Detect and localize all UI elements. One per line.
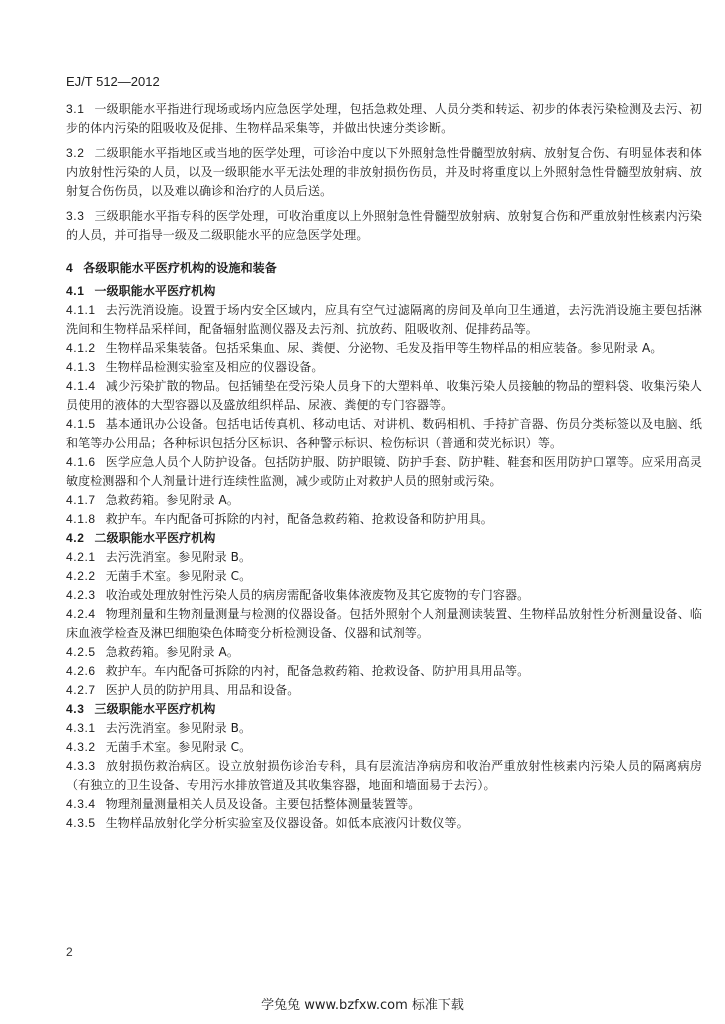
document-code: EJ/T 512—2012 [66,74,160,89]
section-number: 4.2 [66,531,85,545]
clause-number: 4.1.4 [66,379,96,393]
site-watermark: 学兔兔 www.bzfxw.com 标准下载 [261,998,464,1013]
clause-4-3-5 [66,814,702,833]
clause-text: 急救药箱。参见附录 A。 [105,493,239,507]
clause-4-2-3 [66,586,702,605]
clause-number: 4.3.3 [66,759,96,773]
clause-text: 无菌手术室。参见附录 C。 [105,569,252,583]
clause-number: 4.2.4 [66,607,96,621]
clause-4-2-5 [66,643,702,662]
section-number: 4.1 [66,284,85,298]
clause-number: 4.2.6 [66,664,96,678]
document-body [66,100,702,833]
clause-text: 救护车。车内配备可拆除的内衬，配备急救药箱、抢救设备和防护用具。 [105,512,493,526]
clause-text: 物理剂量测量相关人员及设备。主要包括整体测量装置等。 [105,797,421,811]
section-title: 二级职能水平医疗机构 [94,531,216,545]
clause-text: 急救药箱。参见附录 A。 [105,645,239,659]
subsection-4-1-heading [66,282,702,301]
section-title: 三级职能水平医疗机构 [94,702,216,716]
section-title: 一级职能水平医疗机构 [94,284,216,298]
clause-text: 三级职能水平指专科的医学处理，可收治重度以上外照射急性骨髓型放射病、放射复合伤和严重放射性核素内污染的人员，并可指导一级及二级职能水平的应急医学处理。 [66,209,702,242]
clause-4-2-4 [66,605,702,643]
clause-4-1-2 [66,339,702,358]
clause-number: 3.3 [66,209,85,223]
clause-4-3-4 [66,795,702,814]
clause-number: 4.2.7 [66,683,96,697]
clause-number: 4.3.1 [66,721,96,735]
clause-4-1-5 [66,415,702,453]
clause-text: 去污洗消室。参见附录 B。 [105,721,252,735]
page-number: 2 [66,945,73,959]
clause-number: 4.2.2 [66,569,96,583]
clause-text: 生物样品放射化学分析实验室及仪器设备。如低本底液闪计数仪等。 [105,816,469,830]
clause-number: 4.1.1 [66,303,96,317]
clause-number: 3.1 [66,102,85,116]
clause-text: 生物样品检测实验室及相应的仪器设备。 [105,360,324,374]
clause-text: 医学应急人员个人防护设备。包括防护服、防护眼镜、防护手套、防护鞋、鞋套和医用防护口罩等。应采用高灵敏度检测器和个人剂量计进行连续性监测，减少或防止对救护人员的照射或污染。 [66,455,702,488]
clause-number: 4.3.5 [66,816,96,830]
section-number: 4.3 [66,702,85,716]
clause-text: 减少污染扩散的物品。包括铺垫在受污染人员身下的大塑料单、收集污染人员接触的物品的塑料袋、收集污染人员使用的液体的大型容器以及盛放组织样品、尿液、粪便的专门容器等。 [66,379,702,412]
clause-3-1 [66,100,702,138]
clause-text: 二级职能水平指地区或当地的医学处理，可诊治中度以下外照射急性骨髓型放射病、放射复合伤、有明显体表和体内放射性污染的人员，以及一级职能水平无法处理的非放射损伤伤员，并及时将重度以上外照射急性骨髓型放射病、放射复合伤伤员，以及难以确诊和治疗的人员后送。 [66,146,702,198]
clause-4-1-3 [66,358,702,377]
clause-text: 基本通讯办公设备。包括电话传真机、移动电话、对讲机、数码相机、手持扩音器、伤员分类标签以及电脑、纸和笔等办公用品；各种标识包括分区标识、各种警示标识、检伤标识（普通和荧光标识）等。 [66,417,702,450]
clause-text: 生物样品采集装备。包括采集血、尿、粪便、分泌物、毛发及指甲等生物样品的相应装备。参见附录 A。 [105,341,663,355]
clause-text: 无菌手术室。参见附录 C。 [105,740,252,754]
clause-number: 4.1.8 [66,512,96,526]
clause-number: 4.1.7 [66,493,96,507]
clause-text: 去污洗消室。参见附录 B。 [105,550,252,564]
clause-number: 4.3.2 [66,740,96,754]
clause-text: 医护人员的防护用具、用品和设备。 [105,683,300,697]
clause-4-2-6 [66,662,702,681]
clause-text: 去污洗消设施。设置于场内安全区域内，应具有空气过滤隔离的房间及单向卫生通道，去污洗消设施主要包括淋洗间和生物样品采样间，配备辐射监测仪器及去污剂、抗放药、阻吸收剂、促排药品等。 [66,303,702,336]
clause-number: 4.2.3 [66,588,96,602]
section-4-heading [66,259,702,278]
subsection-4-2-heading [66,529,702,548]
clause-4-2-1 [66,548,702,567]
clause-text: 放射损伤救治病区。设立放射损伤诊治专科，具有层流洁净病房和收治严重放射性核素内污染人员的隔离病房（有独立的卫生设备、专用污水排放管道及其收集容器，地面和墙面易于去污）。 [66,759,702,792]
subsection-4-3-heading [66,700,702,719]
clause-4-3-1 [66,719,702,738]
clause-4-3-3 [66,757,702,795]
clause-4-1-6 [66,453,702,491]
clause-3-2 [66,144,702,201]
clause-4-2-2 [66,567,702,586]
clause-text: 救护车。车内配备可拆除的内衬，配备急救药箱、抢救设备、防护用具用品等。 [105,664,530,678]
clause-4-1-1 [66,301,702,339]
clause-4-2-7 [66,681,702,700]
section-number: 4 [66,261,74,275]
clause-text: 收治或处理放射性污染人员的病房需配备收集体液废物及其它废物的专门容器。 [105,588,530,602]
clause-number: 4.1.6 [66,455,96,469]
clause-number: 4.2.1 [66,550,96,564]
section-title: 各级职能水平医疗机构的设施和装备 [83,261,277,275]
clause-3-3 [66,207,702,245]
clause-number: 3.2 [66,146,85,160]
clause-number: 4.2.5 [66,645,96,659]
clause-text: 物理剂量和生物剂量测量与检测的仪器设备。包括外照射个人剂量测读装置、生物样品放射性分析测量设备、临床血液学检查及淋巴细胞染色体畸变分析检测设备、仪器和试剂等。 [66,607,702,640]
clause-4-3-2 [66,738,702,757]
clause-text: 一级职能水平指进行现场或场内应急医学处理，包括急救处理、人员分类和转运、初步的体表污染检测及去污、初步的体内污染的阻吸收及促排、生物样品采集等，并做出快速分类诊断。 [66,102,702,135]
clause-number: 4.1.2 [66,341,96,355]
clause-number: 4.3.4 [66,797,96,811]
clause-number: 4.1.3 [66,360,96,374]
clause-number: 4.1.5 [66,417,96,431]
clause-4-1-8 [66,510,702,529]
clause-4-1-7 [66,491,702,510]
clause-4-1-4 [66,377,702,415]
